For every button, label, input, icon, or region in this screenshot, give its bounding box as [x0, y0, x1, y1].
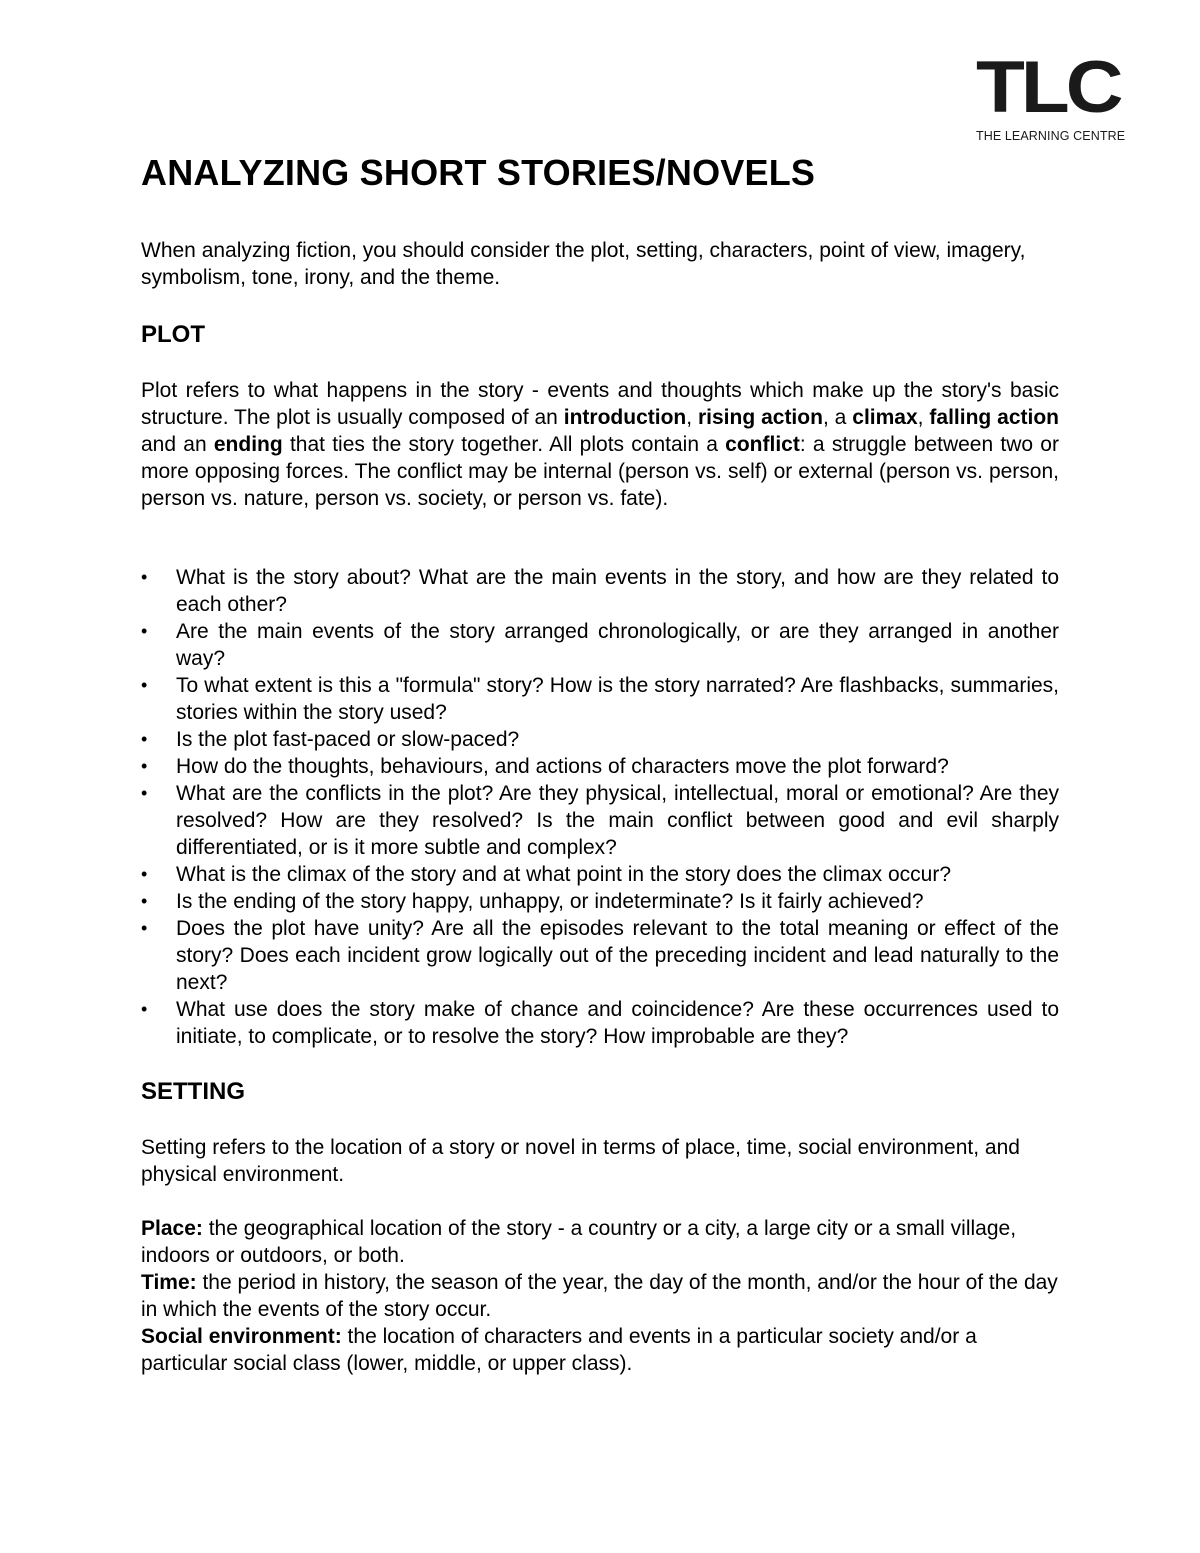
bullet-icon: • — [141, 567, 148, 587]
logo-subtitle: THE LEARNING CENTRE — [976, 129, 1126, 143]
question-text: Is the ending of the story happy, unhappy, or indeterminate? Is it fairly achieved? — [176, 890, 924, 913]
setting-heading: SETTING — [141, 1078, 246, 1105]
plot-text-6: that ties the story together. All plots contain a — [282, 433, 726, 456]
list-item — [141, 861, 1059, 888]
plot-text-1: Plot refers to what happens in the story - events and thoughts which make up the story's basic structure. The plot is usually composed of an — [141, 379, 1059, 429]
definition-text: the geographical location of the story - a country or a city, a large city or a small village, indoors or outdoors, or both. — [141, 1217, 1017, 1267]
definition-term: Time: — [141, 1271, 197, 1294]
plot-text-4: , — [917, 406, 930, 429]
question-text: What is the story about? What are the main events in the story, and how are they related to each other? — [176, 566, 1059, 616]
term-introduction: introduction — [563, 406, 687, 429]
plot-text-5: and an — [141, 433, 214, 456]
question-text: What is the climax of the story and at what point in the story does the climax occur? — [176, 863, 952, 886]
list-item — [141, 618, 1059, 672]
plot-text-7: : a struggle between two or more opposing forces. The conflict may be internal (person vs. self) or external (person vs. person, person vs. nature, person vs. society, or person vs. fate). — [141, 433, 1059, 510]
plot-text-2: , — [686, 406, 698, 429]
plot-heading: PLOT — [141, 321, 205, 348]
bullet-icon: • — [141, 729, 148, 749]
question-text: Does the plot have unity? Are all the episodes relevant to the total meaning or effect of the story? Does each incident grow logically out of the preceding incident and lead naturally to the next? — [176, 917, 1059, 994]
bullet-icon: • — [141, 891, 148, 911]
definition-text: the period in history, the season of the year, the day of the month, and/or the hour of the day in which the events of the story occur. — [141, 1271, 1058, 1321]
intro-paragraph: When analyzing fiction, you should consider the plot, setting, characters, point of view, imagery, symbolism, tone, irony, and the theme. — [141, 239, 1026, 289]
term-ending: ending — [213, 433, 283, 456]
bullet-icon: • — [141, 999, 148, 1019]
question-text: Is the plot fast-paced or slow-paced? — [176, 728, 520, 751]
bullet-icon: • — [141, 783, 148, 803]
plot-questions-list — [141, 564, 1059, 1050]
plot-paragraph — [141, 377, 1059, 512]
bullet-icon: • — [141, 756, 148, 776]
bullet-icon: • — [141, 621, 148, 641]
definition-place — [141, 1215, 1059, 1269]
term-climax: climax — [852, 406, 918, 429]
logo-mark: TLC — [976, 45, 1120, 128]
setting-definitions — [141, 1215, 1059, 1377]
bullet-icon: • — [141, 675, 148, 695]
list-item — [141, 564, 1059, 618]
list-item — [141, 726, 1059, 753]
definition-term: Place: — [141, 1217, 203, 1240]
plot-text-3: , a — [822, 406, 853, 429]
list-item — [141, 672, 1059, 726]
list-item — [141, 753, 1059, 780]
list-item — [141, 996, 1059, 1050]
definition-social-environment — [141, 1323, 1059, 1377]
question-text: What use does the story make of chance and coincidence? Are these occurrences used to initiate, to complicate, or to resolve the story? How improbable are they? — [176, 998, 1059, 1048]
bullet-icon: • — [141, 918, 148, 938]
term-conflict: conflict — [725, 433, 800, 456]
tlc-logo — [976, 45, 1136, 143]
list-item — [141, 888, 1059, 915]
list-item — [141, 915, 1059, 996]
setting-paragraph: Setting refers to the location of a story or novel in terms of place, time, social environment, and physical environment. — [141, 1136, 1020, 1186]
definition-text: the location of characters and events in a particular society and/or a particular social class (lower, middle, or upper class). — [141, 1325, 977, 1375]
definition-term: Social environment: — [141, 1325, 342, 1348]
term-falling-action: falling action — [929, 406, 1060, 429]
bullet-icon: • — [141, 864, 148, 884]
definition-time — [141, 1269, 1059, 1323]
question-text: Are the main events of the story arranged chronologically, or are they arranged in another way? — [176, 620, 1059, 670]
question-text: What are the conflicts in the plot? Are they physical, intellectual, moral or emotional? Are they resolved? How are they resolved? Is the main conflict between good and evil sharply differentiated, or is it more subtle and complex? — [176, 782, 1059, 859]
term-rising-action: rising action — [698, 406, 823, 429]
document-body — [141, 150, 1059, 1377]
list-item — [141, 780, 1059, 861]
question-text: How do the thoughts, behaviours, and actions of characters move the plot forward? — [176, 755, 949, 778]
question-text: To what extent is this a "formula" story? How is the story narrated? Are flashbacks, summaries, stories within the story used? — [176, 674, 1059, 724]
page-title: ANALYZING SHORT STORIES/NOVELS — [141, 152, 816, 193]
